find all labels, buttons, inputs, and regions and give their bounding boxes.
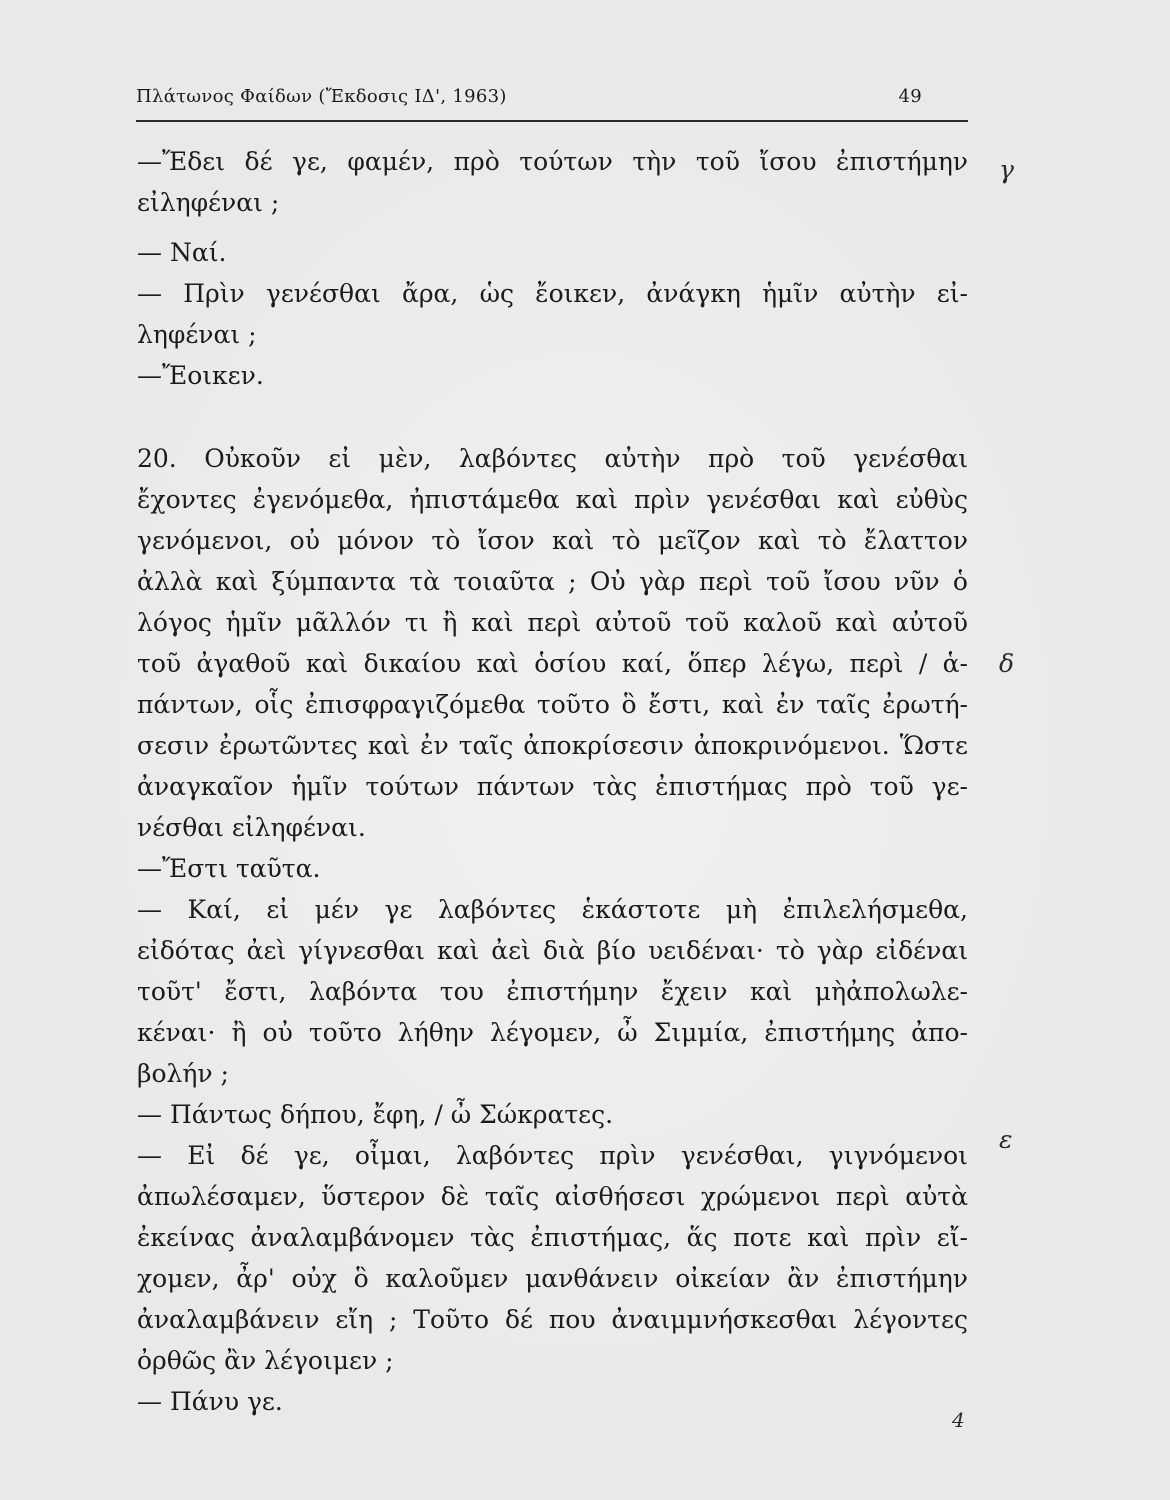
text-line: —Ἔοικεν. [137, 361, 264, 390]
text-line: ἀλλὰ καὶ ξύμπαντα τὰ τοιαῦτα ; Οὐ γὰρ περὶ τοῦ ἴσου νῦν ὁ [137, 567, 968, 596]
text-line: τοῦ ἀγαθοῦ καὶ δικαίου καὶ ὁσίου καί, ὅπερ λέγω, περὶ / ἁ- [137, 649, 968, 678]
text-line: — Εἰ δέ γε, οἶμαι, λαβόντες πρὶν γενέσθαι, γιγνόμενοι [137, 1141, 968, 1170]
text-line: λόγος ἡμῖν μᾶλλόν τι ἢ καὶ περὶ αὐτοῦ τοῦ καλοῦ καὶ αὐτοῦ [137, 608, 968, 637]
text-line: σεσιν ἐρωτῶντες καὶ ἐν ταῖς ἀποκρίσεσιν ἀποκρινόμενοι. Ὥστε [137, 731, 968, 760]
header-title: Πλάτωνος Φαίδων (Ἔκδοσις ΙΔ', 1963) [136, 86, 507, 107]
text-line: ὀρθῶς ἂν λέγοιμεν ; [137, 1346, 394, 1375]
margin-marker-c: γ [999, 155, 1014, 184]
margin-marker-d: δ [999, 649, 1015, 678]
text-line: βολήν ; [137, 1059, 229, 1088]
text-line: εἰληφέναι ; [137, 188, 280, 217]
text-line: ἐκείνας ἀναλαμβάνομεν τὰς ἐπιστήμας, ἅς ποτε καὶ πρὶν εἴ- [137, 1223, 968, 1252]
page-number: 49 [898, 86, 922, 107]
text-line: — Πρὶν γενέσθαι ἄρα, ὡς ἔοικεν, ἀνάγκη ἡμῖν αὐτὴν εἰ- [137, 279, 968, 308]
text-line: πάντων, οἷς ἐπισφραγιζόμεθα τοῦτο ὃ ἔστι, καὶ ἐν ταῖς ἐρωτή- [137, 690, 968, 719]
text-line: ἀναλαμβάνειν εἴη ; Τοῦτο δέ που ἀναιμμνήσκεσθαι λέγοντες [137, 1305, 968, 1334]
text-line: χομεν, ἆρ' οὐχ ὃ καλοῦμεν μανθάνειν οἰκείαν ἂν ἐπιστήμην [137, 1264, 968, 1293]
text-line: —Ἔδει δέ γε, φαμέν, πρὸ τούτων τὴν τοῦ ἴσου ἐπιστήμην [137, 147, 968, 176]
header-rule [136, 120, 968, 122]
text-line: — Ναί. [137, 238, 227, 267]
text-line: ἀπωλέσαμεν, ὕστερον δὲ ταῖς αἰσθήσεσι χρώμενοι περὶ αὐτὰ [137, 1182, 968, 1211]
text-line: 20. Οὐκοῦν εἰ μὲν, λαβόντες αὐτὴν πρὸ τοῦ γενέσθαι [137, 444, 968, 473]
text-line: — Πάντως δήπου, ἔφη, / ὦ Σώκρατες. [137, 1100, 614, 1129]
text-line: τοῦτ' ἔστι, λαβόντα του ἐπιστήμην ἔχειν καὶ μὴἀπολωλε- [137, 977, 968, 1006]
running-header [136, 86, 968, 116]
text-line: —Ἔστι ταῦτα. [137, 854, 321, 883]
text-line: γενόμενοι, οὐ μόνον τὸ ἴσον καὶ τὸ μεῖζον καὶ τὸ ἔλαττον [137, 526, 968, 555]
text-line: νέσθαι εἰληφέναι. [137, 813, 366, 842]
text-line: — Καί, εἰ μέν γε λαβόντες ἑκάστοτε μὴ ἐπιλελήσμεθα, [137, 895, 968, 924]
text-line: ἔχοντες ἐγενόμεθα, ἠπιστάμεθα καὶ πρὶν γενέσθαι καὶ εὐθὺς [137, 485, 968, 514]
text-line: ληφέναι ; [137, 320, 257, 349]
margin-marker-e: ε [999, 1125, 1013, 1154]
text-line: εἰδότας ἀεὶ γίγνεσθαι καὶ ἀεὶ διὰ βίο υειδέναι· τὸ γὰρ εἰδέναι [137, 936, 968, 965]
text-line: ἀναγκαῖον ἡμῖν τούτων πάντων τὰς ἐπιστήμας πρὸ τοῦ γε- [137, 772, 968, 801]
text-line: — Πάνυ γε. [137, 1387, 283, 1416]
text-line: κέναι· ἢ οὐ τοῦτο λήθην λέγομεν, ὦ Σιμμία, ἐπιστήμης ἀπο- [137, 1018, 968, 1047]
signature-mark: 4 [952, 1408, 965, 1432]
